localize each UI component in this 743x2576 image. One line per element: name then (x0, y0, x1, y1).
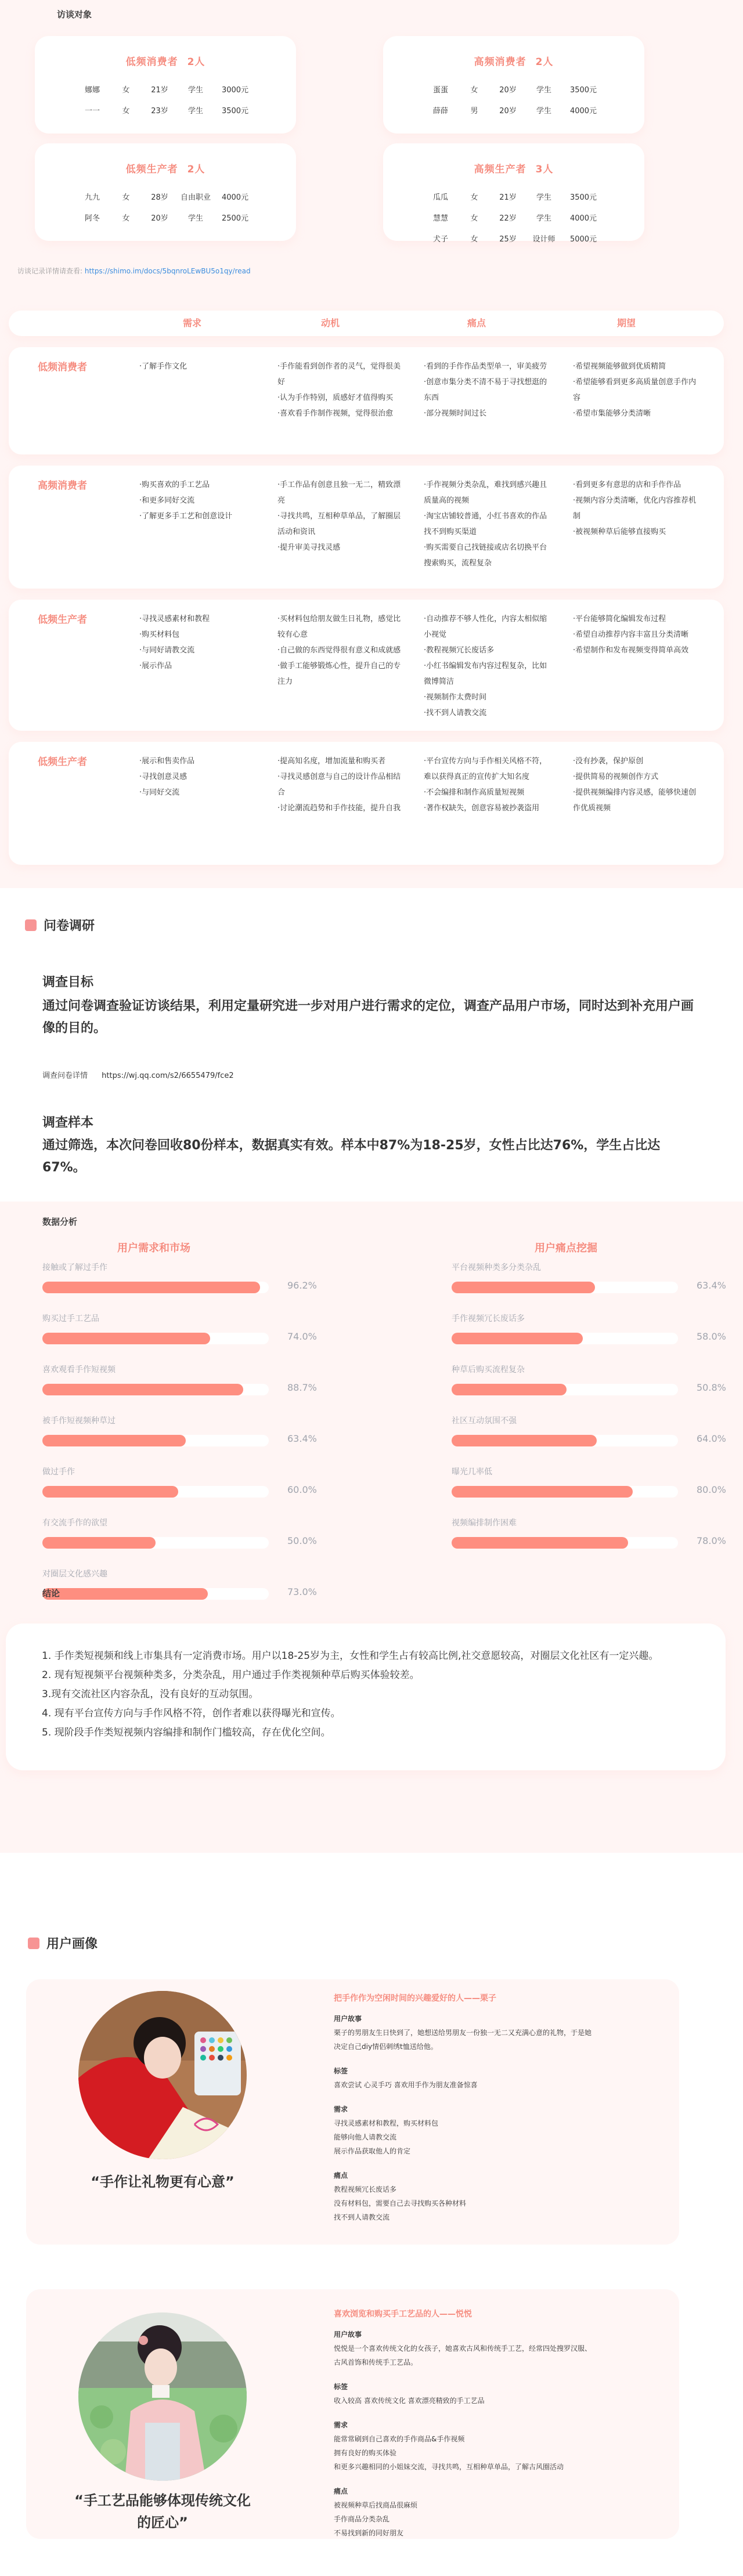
segment-card-low-consumer (35, 36, 296, 134)
need-cell (139, 477, 261, 524)
interviewee-name: 九九 (84, 193, 100, 202)
bar-value: 80.0% (697, 1484, 726, 1495)
persona-pain-item: 没有材料包，需要自己去寻找购买各种材料 (334, 2199, 467, 2207)
bar-value: 58.0% (697, 1331, 726, 1342)
interviewee-sex: 女 (470, 193, 478, 202)
pain-item: ·不会编排和制作高质量短视频 (424, 788, 525, 797)
hope-cell (573, 477, 698, 540)
persona-avatar (78, 1991, 247, 2159)
interviewee-row (383, 229, 644, 250)
interviewee-income: 3500元 (221, 107, 249, 116)
bar-item (452, 1261, 726, 1312)
bar-value: 50.8% (697, 1382, 726, 1393)
need-item: ·与同好请教交流 (139, 646, 195, 655)
persona-need-item: 寻找灵感素材和教程，购买材料包 (334, 2119, 439, 2127)
persona-card (26, 2289, 679, 2539)
persona-section (0, 1853, 743, 2559)
interviewee-job: 学生 (187, 107, 203, 116)
interviewee-row (383, 187, 644, 208)
need-item: ·展示作品 (139, 662, 172, 670)
section-marker-icon (25, 919, 37, 931)
interviewee-sex: 女 (470, 86, 478, 95)
interviewee-job: 学生 (536, 193, 551, 202)
hope-item: ·视频内容分类清晰，优化内容推荐机制 (573, 496, 697, 521)
conclusion-item: 1. 手作类短视频和线上市集具有一定消费市场。用户以18-25岁为主，女性和学生占有较高比例,社交意愿较高，对圈层文化社区有一定兴趣。 (42, 1650, 659, 1662)
segment-count: 2人 (535, 56, 554, 68)
bar-track (42, 1435, 269, 1446)
chart-title-pain: 用户痛点挖掘 (535, 1242, 597, 1254)
bar-value: 64.0% (697, 1433, 726, 1444)
need-item: ·购买喜欢的手工艺品 (139, 481, 210, 489)
persona-photo-icon (78, 1991, 247, 2159)
bar-track (452, 1384, 678, 1395)
row-label: 低频消费者 (38, 362, 87, 373)
interviewee-income: 5000元 (569, 235, 597, 244)
bar-fill (42, 1282, 260, 1293)
interviewee-job: 设计师 (532, 235, 556, 244)
bar-item (452, 1465, 726, 1516)
analysis-row (9, 347, 724, 454)
interview-record-link[interactable]: https://shimo.im/docs/5bqnroLEwBU5o1qy/read (84, 267, 251, 275)
persona-story-label: 用户故事 (334, 2015, 362, 2023)
segment-title (35, 53, 296, 68)
survey-section-title (25, 916, 95, 934)
need-item: ·了解更多手工艺和创意设计 (139, 512, 233, 521)
bar-fill (42, 1384, 243, 1395)
pain-cell (424, 753, 550, 816)
pain-item: ·购买需要自己找链接或店名切换平台搜索购买，流程复杂 (424, 543, 547, 568)
bar-item (452, 1363, 726, 1414)
need-item: ·与同好交流 (139, 788, 180, 797)
pain-item: ·看到的手作作品类型单一，审美疲劳 (424, 362, 547, 371)
header-motive: 动机 (321, 318, 340, 329)
motive-cell (277, 753, 402, 816)
persona-story: 悦悦是一个喜欢传统文化的女孩子，她喜欢古风和传统手工艺，经常四处搜罗汉服、古风首饰和传统手工艺品。 (334, 2344, 592, 2366)
interviewee-job: 自由职业 (180, 193, 211, 202)
persona-need-item: 拥有良好的购买体验 (334, 2449, 397, 2457)
motive-cell (277, 611, 402, 690)
interviewee-income: 2500元 (221, 214, 249, 223)
conclusion-item: 5. 现阶段手作类短视频内容编排和制作门槛较高，存在优化空间。 (42, 1727, 331, 1738)
pain-item: ·平台宣传方向与手作相关风格不符，难以获得真正的宣传扩大知名度 (424, 757, 547, 781)
segment-title (383, 161, 644, 175)
bar-item (452, 1516, 726, 1567)
motive-item: ·手工作品有创意且独一无二，精致漂亮 (277, 481, 401, 505)
motive-cell (277, 359, 402, 421)
persona-pain-item: 找不到人请教交流 (334, 2213, 390, 2221)
persona-title-text: 用户画像 (46, 1937, 98, 1951)
header-hope: 期望 (617, 318, 636, 329)
bar-item (42, 1312, 317, 1363)
bar-label: 喜欢观看手作短视频 (42, 1365, 116, 1374)
need-cell (139, 359, 261, 374)
interviewee-income: 3500元 (569, 193, 597, 202)
bar-fill (452, 1486, 633, 1498)
segment-title (383, 53, 644, 68)
data-analysis-title: 数据分析 (42, 1217, 78, 1227)
persona-details (334, 1992, 595, 2224)
record-label: 访谈记录详情请查看: (17, 267, 83, 275)
bar-label: 手作视频冗长废话多 (452, 1314, 525, 1323)
bar-value: 63.4% (697, 1280, 726, 1291)
bar-track (452, 1435, 678, 1446)
pain-cell (424, 359, 550, 421)
analysis-row (9, 600, 724, 731)
pain-item: ·著作权缺失，创意容易被抄袭盗用 (424, 804, 540, 813)
section-marker-icon (28, 1938, 39, 1949)
bar-fill (452, 1435, 597, 1446)
interviewee-income: 3000元 (221, 86, 249, 95)
motive-item: ·手作能看到创作者的灵气，觉得很美好 (277, 362, 401, 387)
segment-name: 低频生产者 (125, 164, 178, 175)
data-analysis-section (0, 1202, 743, 1853)
analysis-table-header (9, 311, 724, 336)
hope-item: ·希望自动推荐内容丰富且分类清晰 (573, 630, 689, 639)
interviewee-age: 21岁 (499, 193, 517, 202)
segment-title (35, 161, 296, 175)
pain-item: ·淘宝店铺较普通，小红书喜欢的作品找不到购买渠道 (424, 512, 547, 536)
header-pain: 痛点 (467, 318, 486, 329)
need-item: ·和更多同好交流 (139, 496, 195, 505)
persona-pains-label: 痛点 (334, 2171, 348, 2180)
bar-value: 63.4% (287, 1433, 317, 1444)
need-item: ·展示和售卖作品 (139, 757, 195, 766)
bar-fill (452, 1333, 583, 1344)
interviewee-age: 20岁 (499, 107, 517, 116)
bar-label: 对圈层文化感兴趣 (42, 1570, 107, 1579)
interviewee-sex: 男 (470, 107, 478, 116)
row-label: 低频生产者 (38, 756, 87, 768)
bar-item (42, 1516, 317, 1567)
interviewee-age: 20岁 (499, 86, 517, 95)
bar-fill (42, 1486, 178, 1498)
persona-details (334, 2308, 595, 2540)
conclusion-item: 4. 现有平台宣传方向与手作风格不符，创作者难以获得曝光和宣传。 (42, 1708, 341, 1719)
conclusion-item: 2. 现有短视频平台视频种类多，分类杂乱，用户通过手作类视频种草后购买体验较差。 (42, 1669, 420, 1681)
survey-link[interactable]: https://wj.qq.com/s2/6655479/fce2 (102, 1071, 234, 1080)
interviewee-income: 4000元 (569, 107, 597, 116)
pain-item: ·自动推荐不够人性化，内容太相似缩小视觉 (424, 615, 547, 639)
need-cell (139, 753, 261, 800)
interviewee-sex: 女 (122, 86, 130, 95)
header-need: 需求 (183, 318, 202, 329)
segment-card-high-producer (383, 143, 644, 244)
bar-track (452, 1333, 678, 1344)
bar-item (42, 1363, 317, 1414)
pain-item: ·视频制作太费时间 (424, 693, 487, 702)
motive-item: ·提高知名度，增加流量和购买者 (277, 757, 386, 766)
interviewee-income: 3500元 (569, 86, 597, 95)
persona-section-title (28, 1934, 98, 1952)
hope-item: ·平台能够简化编辑发布过程 (573, 615, 666, 623)
interviewee-income: 4000元 (569, 214, 597, 223)
need-item: ·寻找灵感素材和教程 (139, 615, 210, 623)
hope-cell (573, 611, 698, 658)
pain-item: ·找不到人请教交流 (424, 709, 487, 717)
persona-need-item: 能够向他人请教交流 (334, 2133, 397, 2141)
segment-card-high-consumer (383, 36, 644, 134)
pain-item: ·教程视频冗长废话多 (424, 646, 495, 655)
bar-value: 74.0% (287, 1331, 317, 1342)
segment-name: 低频消费者 (125, 56, 178, 68)
interviewee-row (35, 80, 296, 101)
motive-item: ·做手工能够锻炼心性，提升自己的专注力 (277, 662, 401, 686)
segment-card-low-producer (35, 143, 296, 241)
interview-section (0, 0, 743, 888)
hope-item: ·没有抄袭，保护原创 (573, 757, 644, 766)
persona-pain-item: 教程视频冗长废话多 (334, 2185, 397, 2193)
motive-item: ·喜欢看手作制作视频，觉得很治愈 (277, 409, 394, 418)
interviewee-row (383, 208, 644, 229)
pain-cell (424, 611, 550, 721)
interviewee-name: 犬子 (432, 235, 448, 244)
need-item: ·了解手作文化 (139, 362, 187, 371)
hope-item: ·希望能够看到更多高质量创意手作内容 (573, 378, 697, 402)
motive-item: ·寻找共鸣，互相种草单品，了解圈层活动和资讯 (277, 512, 401, 536)
persona-story-label: 用户故事 (334, 2330, 362, 2339)
bar-item (42, 1567, 317, 1618)
interviewee-job: 学生 (187, 86, 203, 95)
interviewee-sex: 女 (122, 107, 130, 116)
bar-fill (452, 1384, 567, 1395)
bar-label: 接触或了解过手作 (42, 1263, 107, 1272)
analysis-row (9, 466, 724, 589)
conclusion-item: 3.现有交流社区内容杂乱，没有良好的互动氛围。 (42, 1689, 259, 1700)
bar-fill (42, 1333, 210, 1344)
bar-fill (452, 1282, 595, 1293)
persona-pains-label: 痛点 (334, 2487, 348, 2495)
persona-need-item: 和更多兴趣相同的小姐妹交流，寻找共鸣，互相种草单品，了解古风圈活动 (334, 2463, 564, 2471)
pain-item: ·部分视频时间过长 (424, 409, 487, 418)
bar-label: 曝光几率低 (452, 1467, 492, 1477)
bar-track (42, 1537, 269, 1549)
persona-pain-item: 手作商品分类杂乱 (334, 2515, 390, 2523)
segment-count: 2人 (187, 56, 205, 68)
segment-count: 2人 (187, 164, 205, 175)
persona-need-item: 能常常刷到自己喜欢的手作商品&手作视频 (334, 2435, 465, 2443)
bar-fill (42, 1588, 208, 1600)
interviewee-age: 20岁 (151, 214, 168, 223)
bar-track (42, 1588, 269, 1600)
bar-item (42, 1261, 317, 1312)
persona-headline: 喜欢浏览和购买手工艺品的人——悦悦 (334, 2310, 472, 2319)
bar-label: 视频编排制作困难 (452, 1518, 517, 1528)
bar-label: 社区互动氛围不强 (452, 1416, 517, 1426)
bar-value: 73.0% (287, 1586, 317, 1597)
pain-item: ·创意市集分类不清不易于寻找想逛的东西 (424, 378, 547, 402)
bar-label: 平台视频种类多分类杂乱 (452, 1263, 541, 1272)
bar-item (42, 1414, 317, 1465)
hope-item: ·希望市集能够分类清晰 (573, 409, 651, 418)
pain-cell (424, 477, 550, 571)
interviewee-name: 一一 (84, 107, 100, 116)
analysis-row (9, 742, 724, 865)
persona-quote: “手工艺品能够体现传统文化的匠心” (74, 2492, 251, 2531)
motive-item: ·自己做的东西觉得很有意义和成就感 (277, 646, 401, 655)
interviewee-name: 薛薛 (432, 107, 448, 116)
interviewee-age: 21岁 (151, 86, 168, 95)
survey-title-text: 问卷调研 (44, 919, 95, 933)
bar-label: 购买过手工艺品 (42, 1314, 99, 1323)
persona-photo-icon (78, 2312, 247, 2481)
survey-sample-text: 通过筛选，本次问卷回收80份样本，数据真实有效。样本中87%为18-25岁，女性占比达76%，学生占比达67%。 (42, 1138, 661, 1175)
persona-needs-label: 需求 (334, 2421, 348, 2429)
interviewee-sex: 女 (122, 214, 130, 223)
interviewee-age: 22岁 (499, 214, 517, 223)
persona-card (26, 1979, 679, 2245)
survey-goal-title: 调查目标 (42, 975, 94, 990)
row-label: 低频生产者 (38, 614, 87, 626)
persona-tags-label: 标签 (334, 2383, 348, 2391)
interviewee-row (35, 187, 296, 208)
interviewee-income: 4000元 (221, 193, 249, 202)
conclusion-box (6, 1623, 726, 1770)
persona-pain-item: 被视频种草后找商品很麻烦 (334, 2501, 418, 2509)
bar-track (452, 1282, 678, 1293)
hope-item: ·提供简易的视频创作方式 (573, 773, 659, 781)
persona-story: 栗子的男朋友生日快到了，她想送给男朋友一份独一无二又充满心意的礼物，于是她决定自己diy情侣刺绣t恤送给他。 (334, 2029, 592, 2051)
bar-item (452, 1414, 726, 1465)
hope-item: ·看到更多有意思的店和手作作品 (573, 481, 681, 489)
segment-count: 3人 (535, 164, 554, 175)
interviewee-job: 学生 (536, 107, 551, 116)
interviewee-job: 学生 (187, 214, 203, 223)
interviewee-row (383, 80, 644, 101)
persona-pain-item: 不易找到新的同好朋友 (334, 2529, 404, 2537)
hope-item: ·被视频种草后能够直接购买 (573, 528, 666, 536)
bar-label: 种草后购买流程复杂 (452, 1365, 525, 1374)
persona-avatar (78, 2312, 247, 2481)
bar-track (42, 1333, 269, 1344)
interviewee-age: 23岁 (151, 107, 168, 116)
persona-headline: 把手作作为空闲时间的兴趣爱好的人——栗子 (334, 1994, 496, 2003)
bar-fill (452, 1537, 628, 1549)
persona-quote: “手作让礼物更有心意” (91, 2174, 235, 2190)
bar-item (42, 1465, 317, 1516)
interviewee-name: 蛋蛋 (432, 86, 448, 95)
interviewee-name: 瓜瓜 (432, 193, 448, 202)
interviewee-row (35, 208, 296, 229)
bar-value: 78.0% (697, 1535, 726, 1546)
persona-needs-label: 需求 (334, 2105, 348, 2113)
bar-fill (42, 1537, 156, 1549)
hope-item: ·提供视频编排内容灵感，能够快速创作优质视频 (573, 788, 697, 813)
bar-value: 96.2% (287, 1280, 317, 1291)
survey-link-line (42, 1069, 234, 1080)
interviewee-sex: 女 (470, 235, 478, 244)
persona-need-item: 展示作品获取他人的肯定 (334, 2147, 411, 2155)
interviewee-age: 25岁 (499, 235, 517, 244)
pain-item: ·小红书编辑发布内容过程复杂，比如微博简洁 (424, 662, 547, 686)
interviewee-name: 慧慧 (432, 214, 448, 223)
motive-item: ·买材料包给朋友做生日礼物，感觉比较有心意 (277, 615, 401, 639)
bar-fill (42, 1435, 186, 1446)
interviewee-age: 28岁 (151, 193, 168, 202)
hope-cell (573, 753, 698, 816)
chart-title-market: 用户需求和市场 (117, 1242, 190, 1254)
interviewee-sex: 女 (122, 193, 130, 202)
pain-item: ·手作视频分类杂乱，难找到感兴趣且质量高的视频 (424, 481, 547, 505)
interviewee-job: 学生 (536, 214, 551, 223)
interviewee-row (383, 101, 644, 122)
interviewee-sex: 女 (470, 214, 478, 223)
persona-tags-label: 标签 (334, 2067, 348, 2075)
bar-track (42, 1486, 269, 1498)
interviewee-name: 阿冬 (84, 214, 100, 223)
interviewee-row (35, 101, 296, 122)
bar-label: 做过手作 (42, 1467, 75, 1477)
bar-label: 有交流手作的欲望 (42, 1518, 107, 1528)
bar-item (452, 1312, 726, 1363)
motive-item: ·提升审美寻找灵感 (277, 543, 341, 552)
bar-value: 88.7% (287, 1382, 317, 1393)
need-cell (139, 611, 261, 674)
bar-track (42, 1282, 269, 1293)
bar-track (42, 1384, 269, 1395)
motive-item: ·寻找灵感创意与自己的设计作品相结合 (277, 773, 401, 797)
need-item: ·购买材料包 (139, 630, 180, 639)
motive-item: ·认为手作特别，质感好才值得购买 (277, 394, 394, 402)
row-label: 高频消费者 (38, 480, 87, 492)
survey-goal-text: 通过问卷调查验证访谈结果，利用定量研究进一步对用户进行需求的定位，调查产品用户市场，同时达到补充用户画像的目的。 (42, 999, 694, 1036)
interview-record-line (17, 266, 251, 276)
persona-tags: 喜欢尝试 心灵手巧 喜欢用手作为朋友准备惊喜 (334, 2081, 478, 2089)
persona-tags: 收入较高 喜欢传统文化 喜欢漂亮精致的手工艺品 (334, 2397, 485, 2405)
hope-item: ·希望视频能够做到优质精简 (573, 362, 666, 371)
bar-value: 50.0% (287, 1535, 317, 1546)
bar-label: 被手作短视频种草过 (42, 1416, 116, 1426)
motive-cell (277, 477, 402, 555)
need-item: ·寻找创意灵感 (139, 773, 187, 781)
interview-title: 访谈对象 (57, 9, 92, 20)
hope-cell (573, 359, 698, 421)
conclusion-title: 结论 (42, 1588, 60, 1599)
survey-link-label: 调查问卷详情 (42, 1071, 88, 1080)
bar-track (452, 1537, 678, 1549)
bar-track (452, 1486, 678, 1498)
segment-name: 高频消费者 (474, 56, 526, 68)
interviewee-name: 娜娜 (84, 86, 100, 95)
motive-item: ·讨论潮流趋势和手作技能，提升自我 (277, 804, 401, 813)
hope-item: ·希望制作和发布视频变得简单高效 (573, 646, 689, 655)
segment-name: 高频生产者 (474, 164, 526, 175)
bar-value: 60.0% (287, 1484, 317, 1495)
survey-section (0, 888, 743, 1202)
survey-sample-title: 调查样本 (42, 1116, 94, 1130)
interviewee-job: 学生 (536, 86, 551, 95)
